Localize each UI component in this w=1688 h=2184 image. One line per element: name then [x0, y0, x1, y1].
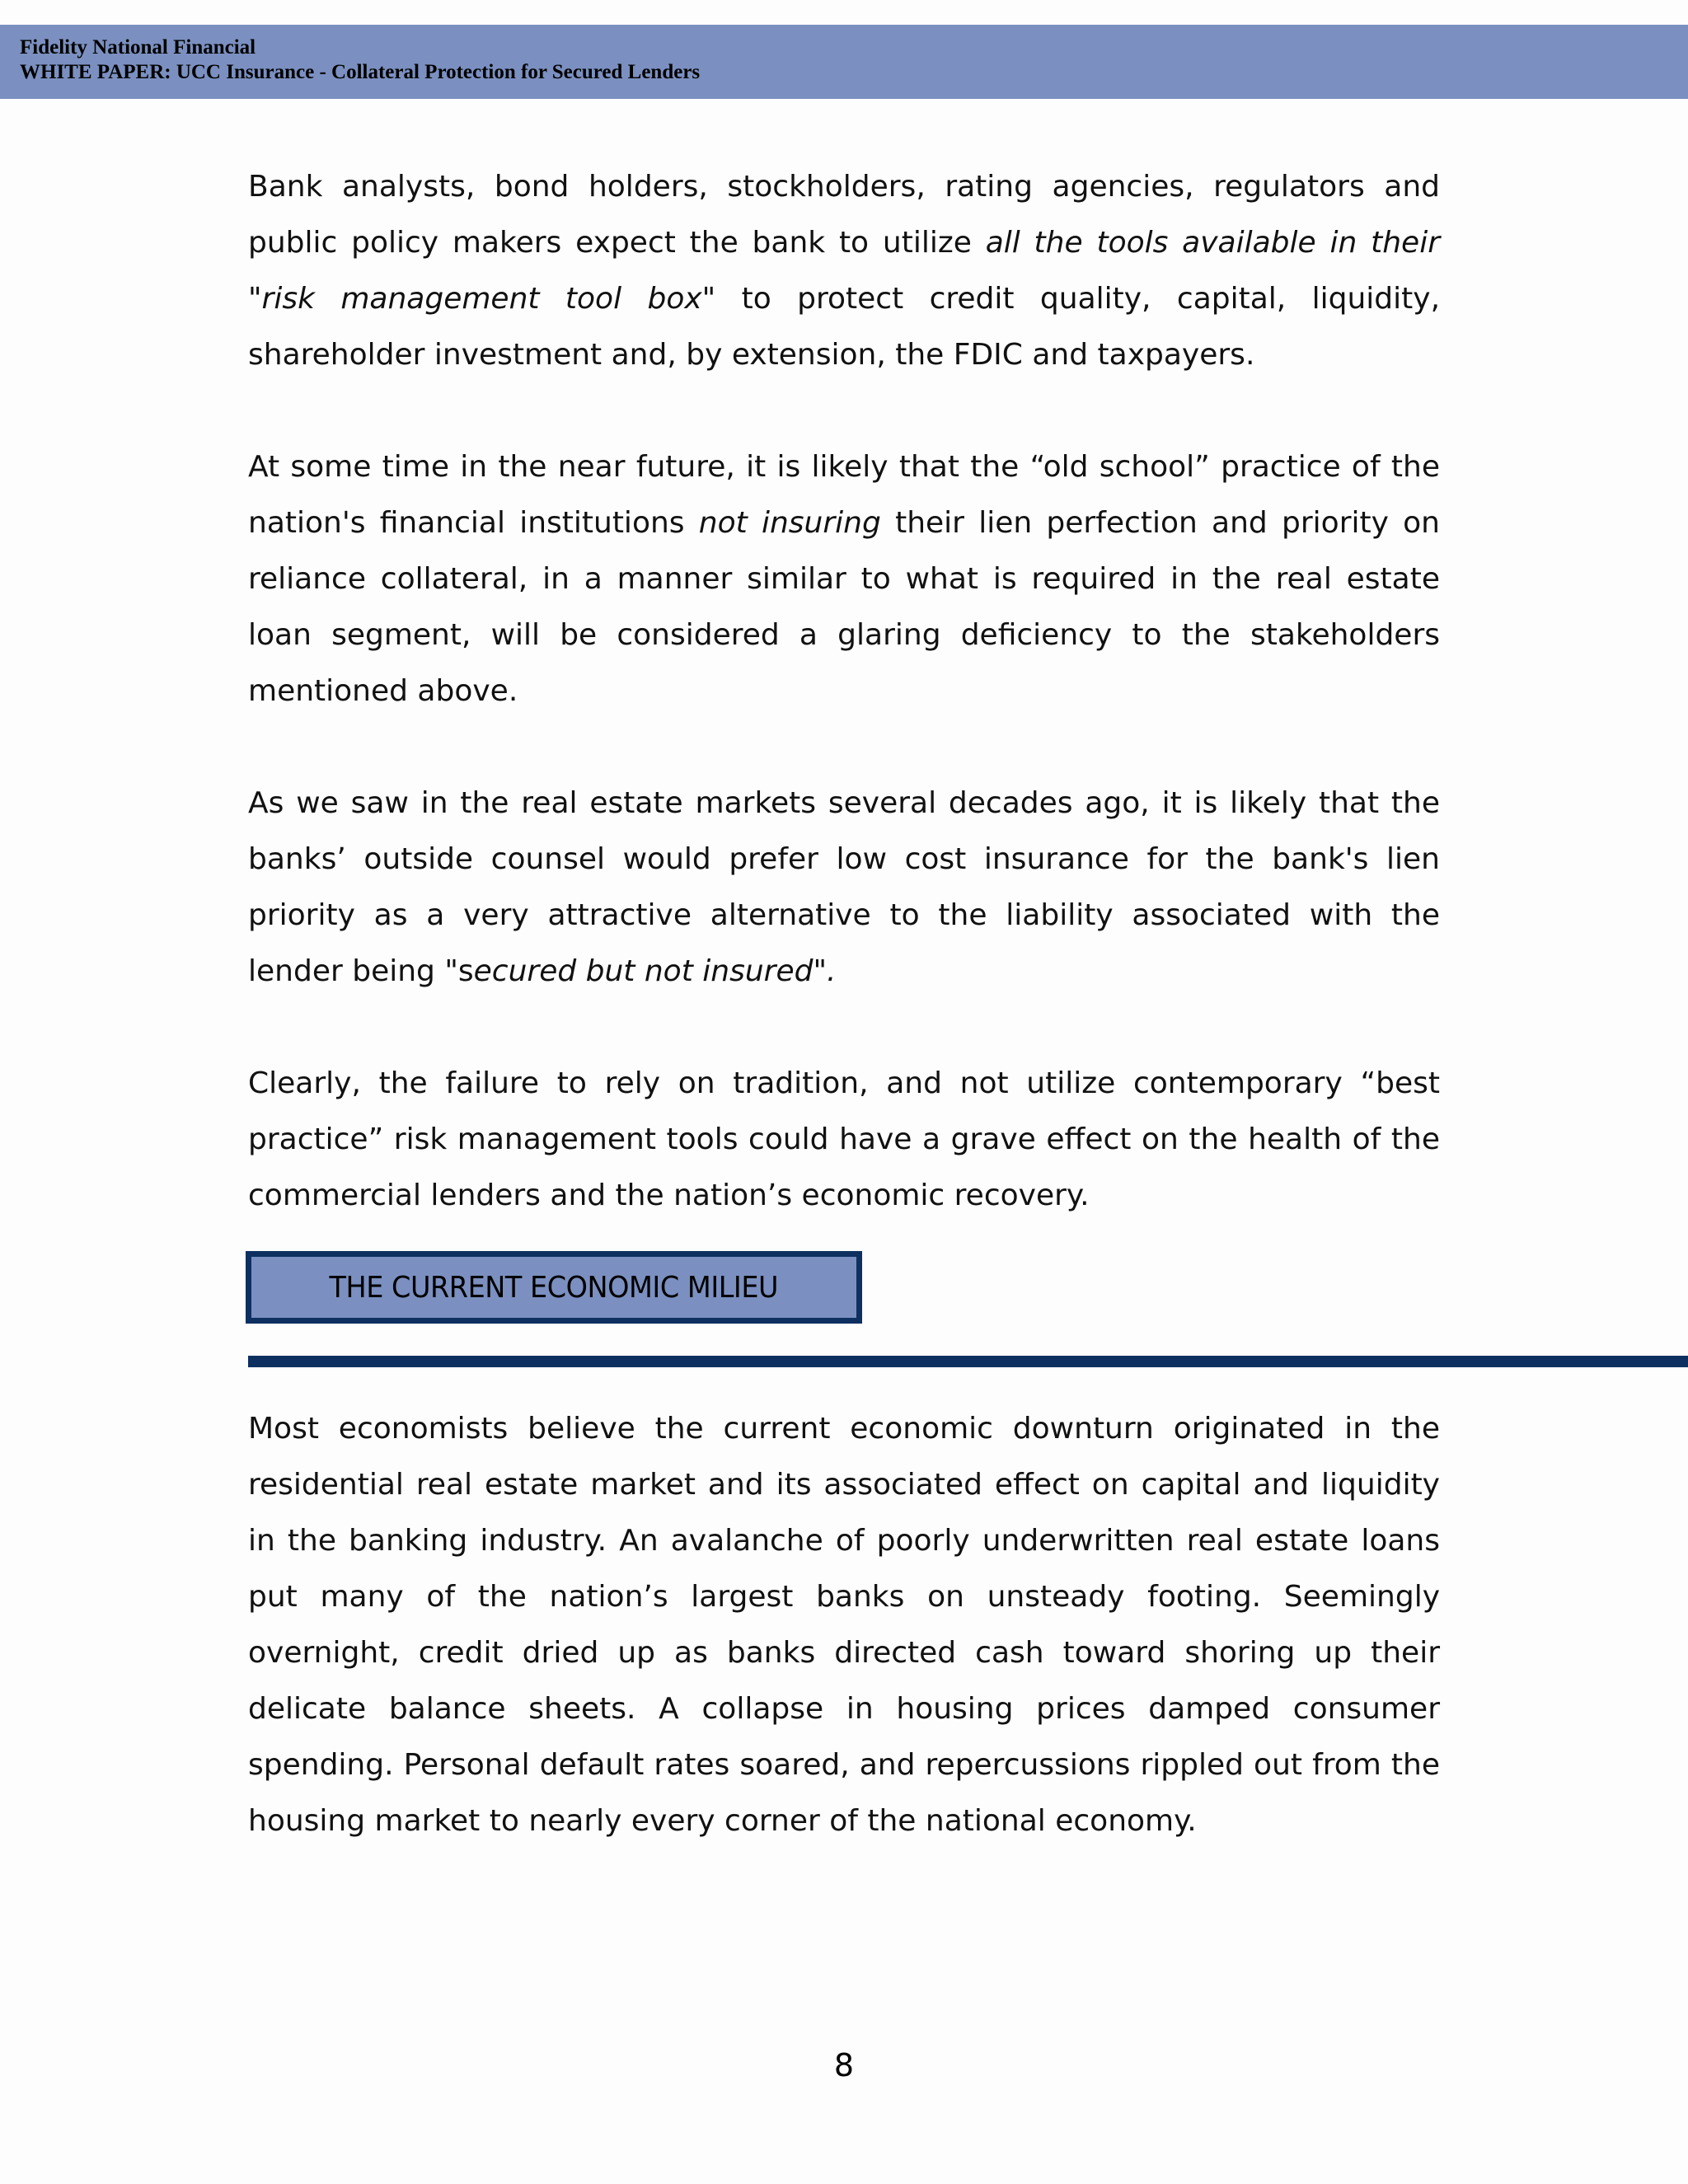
document-header	[0, 25, 1688, 99]
paragraph-outside-counsel	[248, 776, 1440, 1000]
paragraph-risk-tools	[248, 159, 1440, 383]
company-name: Fidelity National Financial	[20, 36, 256, 59]
paragraph-best-practice: Clearly, the failure to rely on tradition, and not utilize contemporary “best practice” risk management tools could have a grave effect on the health of the commercial lenders and the nation’s economic recovery.	[248, 1066, 1440, 1212]
italic-emphasis: ecured but not insured".	[473, 954, 837, 988]
paragraph-text: As we saw in the real estate markets several decades ago, it is likely that the banks’ outside counsel would prefer low cost insurance for the bank's lien priority as a very attractive alternative to the liability associated with the lender being "s	[248, 786, 1440, 988]
section-divider	[248, 1356, 1688, 1367]
section-heading-box	[246, 1251, 862, 1324]
white-paper-title: WHITE PAPER: UCC Insurance - Collateral Protection for Secured Lenders	[20, 61, 701, 83]
italic-emphasis: not insuring	[698, 506, 881, 540]
paragraph-old-school	[248, 439, 1440, 719]
paragraph-text: Bank analysts, bond holders, stockholders, rating agencies, regulators and public policy makers expect the bank to utilize	[248, 170, 1440, 260]
paragraph-text: to protect credit quality, capital, liquidity, shareholder investment and, by extension, the FDIC and taxpayers.	[248, 282, 1441, 372]
italic-emphasis: all the tools available in their "risk management tool box"	[248, 226, 1440, 316]
body-text	[248, 159, 1440, 1224]
paragraph-economic-downturn: Most economists believe the current economic downturn originated in the residential real estate market and its associated effect on capital and liquidity in the banking industry. An avalanche of poorly underwritten real estate loans put many of the nation’s largest banks on unsteady footing. Seemingly overnight, credit dried up as banks directed cash toward shoring up their delicate balance sheets. A collapse in housing prices damped consumer spending. Personal default rates soared, and repercussions rippled out from the housing market to nearly every corner of the national economy.	[248, 1412, 1440, 1838]
paragraph-text: their lien perfection and priority on reliance collateral, in a manner similar to what is required in the real estate loan segment, will be considered a glaring deficiency to the stakeholders mentioned above.	[248, 506, 1440, 708]
section-heading: THE CURRENT ECONOMIC MILIEU	[329, 1270, 779, 1305]
page-number: 8	[833, 2047, 855, 2083]
paragraph-text: At some time in the near future, it is likely that the “old school” practice of the nation's financial institutions	[248, 450, 1440, 540]
section-body	[248, 1401, 1440, 1849]
